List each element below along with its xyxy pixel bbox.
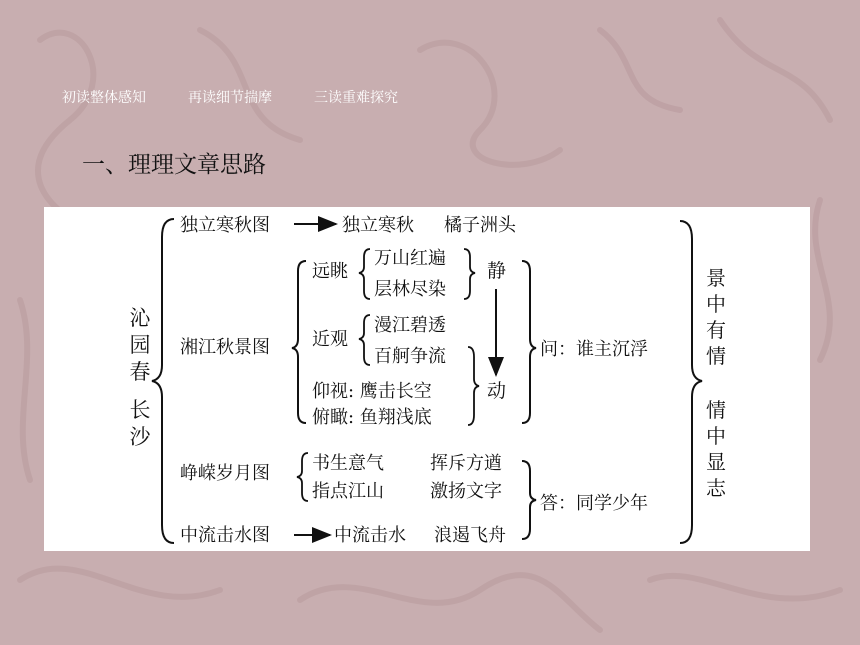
root-char-4: 长 [129, 398, 151, 422]
scene3-brace [297, 453, 308, 501]
summary2-char-4: 志 [706, 476, 726, 500]
structure-diagram [44, 207, 810, 551]
scene2-right-brace [522, 261, 536, 423]
scene3-col1-item1: 书生意气 [312, 453, 384, 474]
scene2-name: 湘江秋景图 [180, 337, 270, 358]
top-nav [62, 87, 440, 107]
scene34-right-brace [522, 461, 536, 539]
scene1-detail2: 橘子洲头 [444, 215, 516, 236]
far-item-2: 层林尽染 [374, 279, 446, 300]
tab-third-reading[interactable]: 三读重难探究 [314, 90, 398, 106]
summary2-char-1: 情 [706, 398, 726, 422]
scene3-col2-item1: 挥斥方遒 [430, 453, 502, 474]
summary1-char-3: 有 [706, 318, 726, 342]
section-title: 一、理理文章思路 [82, 152, 266, 178]
root-char-2: 园 [129, 333, 151, 357]
scene3-col1-item2: 指点江山 [312, 481, 384, 502]
scene2-brace [292, 261, 306, 423]
root-char-3: 春 [129, 360, 151, 384]
near-brace [359, 315, 370, 365]
near-item-2: 百舸争流 [374, 346, 446, 367]
still-label: 静 [487, 260, 507, 282]
near-label: 近观 [312, 329, 348, 350]
scene3-col2-item2: 激扬文字 [430, 481, 502, 502]
main-left-brace [152, 219, 174, 543]
root-char-1: 沁 [129, 306, 151, 330]
summary1-char-2: 中 [706, 292, 726, 316]
near-item-1: 漫江碧透 [374, 315, 446, 336]
down-view: 俯瞰: 鱼翔浅底 [312, 407, 432, 428]
scene4-detail2: 浪遏飞舟 [434, 525, 506, 546]
scene1-detail1: 独立寒秋 [342, 215, 414, 236]
tab-second-reading[interactable]: 再读细节揣摩 [188, 90, 272, 106]
summary2-char-3: 显 [706, 450, 726, 474]
far-item-1: 万山红遍 [374, 248, 446, 269]
far-right-brace [464, 249, 475, 299]
move-label: 动 [487, 380, 507, 402]
summary1-char-4: 情 [706, 344, 726, 368]
tab-first-reading[interactable]: 初读整体感知 [62, 90, 146, 106]
scene2-question: 问：谁主沉浮 [540, 339, 648, 360]
far-brace [359, 249, 370, 299]
scene3-answer: 答：同学少年 [540, 493, 648, 514]
diagram-svg [44, 207, 810, 551]
root-char-5: 沙 [129, 425, 151, 449]
scene3-name: 峥嵘岁月图 [180, 463, 270, 484]
up-view: 仰视: 鹰击长空 [312, 381, 432, 402]
summary2-char-2: 中 [706, 424, 726, 448]
far-label: 远眺 [312, 261, 348, 282]
scene4-detail1: 中流击水 [334, 525, 406, 546]
scene4-name: 中流击水图 [180, 525, 270, 546]
main-right-brace [680, 221, 702, 543]
scene1-name: 独立寒秋图 [180, 215, 270, 236]
summary1-char-1: 景 [706, 266, 726, 290]
near-view-right-brace [468, 347, 479, 425]
